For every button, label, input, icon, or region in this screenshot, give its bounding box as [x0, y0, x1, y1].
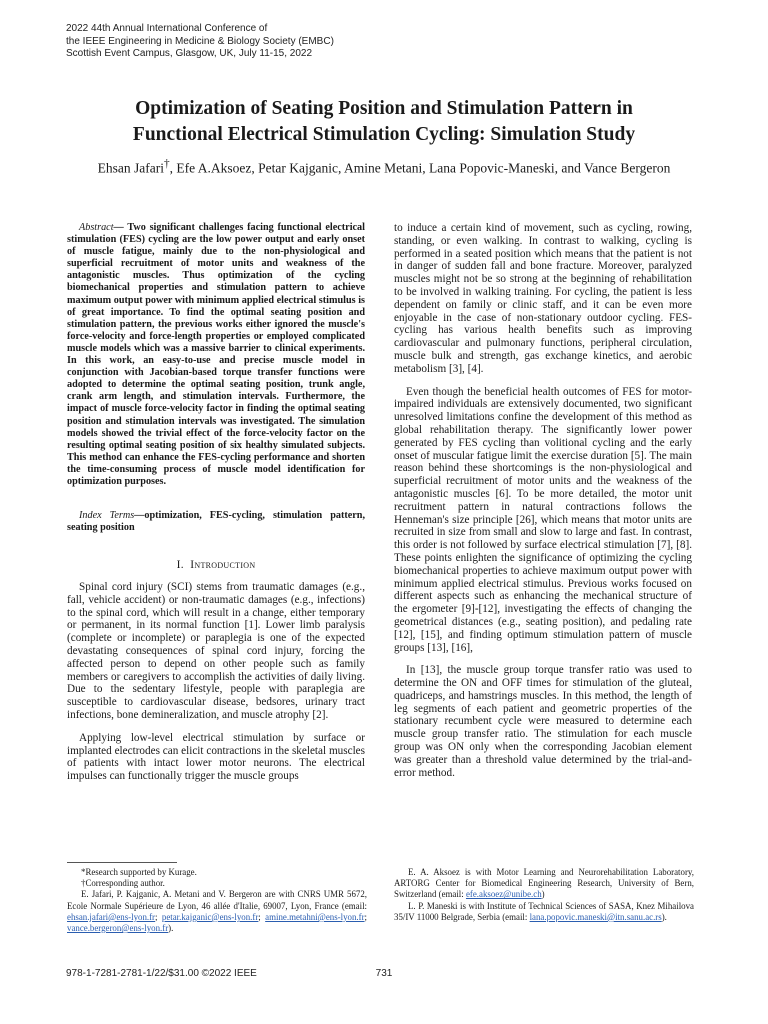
intro-paragraph-4: Even though the beneficial health outcomes of FES for motor-impaired individuals are extensively documented, two significant unresolved limitations confine the development of this method as global rehabilitation therapy. The significantly lower power generated by FES cycling than volitional cycling and the early onset of muscular fatigue limit the exercise duration [5]. The main reason behind these shortcomings is the non-physiological and superficial recruitment of motor units and the weakness of the antagonistic muscles [6]. To be more detailed, the motor unit recruitment pattern in natural contractions follows the Henneman's size principle [26], which means that motor units are recruited in size from small and slow to large and fast. In contrast, this order is not followed by surface electrical stimulation [7], [8]. These points enlighten the significance of optimizing the cycling biomechanical properties to achieve maximum output power with minimum applied electrical stimulus. Previous works focused on different aspects such as enhancing the mechanical structure of the ergometer [9]-[12], investigating the effects of changing the geometrical distances (e.g., seating position), and pedaling rate [12], [15], and finding optimum stimulation pattern of muscle groups [13], [16], — [394, 385, 692, 654]
section-heading-introduction — [67, 559, 365, 572]
page-number: 731 — [375, 968, 393, 979]
section-title: Introduction — [190, 559, 256, 572]
email-link-bergeron[interactable]: vance.bergeron@ens-lyon.fr — [67, 923, 169, 934]
intro-paragraph-5: In [13], the muscle group torque transfer ratio was used to determine the ON and OFF times for stimulation of the gluteal, quadriceps, and hamstrings muscles. In this method, the length of leg segments of each patient and geometric properties of the stationary recumbent cycle were measured to determine each muscle group transfer ratio. The stimulation for each muscle group was ON only when the corresponding Jacobian element was greater than a threshold value determined by the trial-and-error method. — [394, 664, 692, 779]
email-link-metahni[interactable]: amine.metahni@ens-lyon.fr — [265, 911, 365, 922]
author-list — [90, 156, 678, 177]
affiliation-text: L. P. Maneski is with Institute of Technical Sciences of SASA, Knez Mihailova 35/IV 11000 Belgrade, Serbia (email: — [394, 900, 694, 922]
email-link-jafari[interactable]: ehsan.jafari@ens-lyon.fr — [67, 911, 156, 922]
conference-line-3: Scottish Event Campus, Glasgow, UK, July 11-15, 2022 — [66, 48, 313, 59]
title-line-2: Functional Electrical Stimulation Cycling: Simulation Study — [132, 124, 636, 145]
abstract-dash: — — [113, 222, 128, 233]
title-line-1: Optimization of Seating Position and Stimulation Pattern in — [135, 98, 633, 119]
index-terms-text: optimization, FES-cycling, stimulation pattern, seating position — [67, 510, 365, 534]
footnotes-left — [67, 867, 367, 934]
left-column — [67, 222, 365, 783]
email-separator: ; — [364, 911, 367, 922]
footnote-corresponding: †Corresponding author. — [81, 878, 165, 889]
intro-paragraph-1: Spinal cord injury (SCI) stems from traumatic damages (e.g., fall, vehicle accident) or non-traumatic damages (e.g., infections) to the spinal cord, which will result in a change, either temporary or permanent, in its normal function [1]. Lower limb paralysis (complete or incomplete) or paraplegia is one of the expected devastating consequences of spinal cord injury, forcing the affected person to depend on other people such as family members or caregivers to accomplish the activities of daily living. Due to the sedentary lifestyle, people with paraplegia are susceptible to cardiovascular disease, bedsores, urinary tract infections, bone demineralization, and muscle atrophy [2]. — [67, 581, 365, 722]
abstract-text: Two significant challenges facing functional electrical stimulation (FES) cycling are the low power output and early onset of muscle fatigue, mainly due to the non-physiological and superficial recruitment of motor units and weakness of the antagonistic muscles. Thus optimization of the cycling biomechanical properties and stimulation pattern to achieve maximum output power with minimum applied electrical stimulus is of great importance. To find the optimal seating position and stimulation pattern, the previous works either ignored the muscle's force-velocity and force-length properties or employed complicated muscle models which was a massive barrier to clinical experiments. In this work, an easy-to-use and precise muscle model in conjunction with Jacobian-based torque transfer functions were adopted to determine the optimal seating position, trunk angle, crank arm length, and stimulation intervals. Furthermore, the impact of muscle force-velocity factor in finding the optimal seating position and stimulation intervals was investigated. The simulation models showed the trivial effect of the force-velocity factor on the resulting optimal seating position of six healthy simulated subjects. This method can enhance the FES-cycling performance and shorten the time-consuming process of muscle model identification for optimization purposes. — [67, 222, 365, 487]
footnote-funding: *Research supported by Kurage. — [81, 867, 197, 877]
abstract — [67, 222, 365, 488]
email-link-maneski[interactable]: lana.popovic.maneski@itn.sanu.ac.rs — [529, 911, 662, 922]
footnote-affiliation-sasa — [394, 901, 694, 923]
email-link-aksoez[interactable]: efe.aksoez@unibe.ch — [465, 889, 542, 900]
conference-line-2: the IEEE Engineering in Medicine & Biology Society (EMBC) — [66, 35, 334, 47]
conference-line-1: 2022 44th Annual International Conference of — [66, 23, 268, 34]
section-number: I. — [176, 559, 184, 572]
abstract-label: Abstract — [79, 222, 114, 233]
email-close: ). — [168, 923, 174, 934]
paper-title — [80, 96, 688, 148]
footer-isbn: 978-1-7281-2781-1/22/$31.00 ©2022 IEEE — [66, 968, 257, 979]
dagger-mark: † — [164, 158, 170, 170]
email-separator: ; — [155, 911, 162, 922]
index-terms-dash: — — [134, 510, 145, 522]
other-authors: , Efe A.Aksoez, Petar Kajganic, Amine Metani, Lana Popovic-Maneski, and Vance Bergeron — [169, 160, 671, 176]
first-author: Ehsan Jafari — [97, 160, 164, 176]
footnotes-right — [394, 867, 694, 923]
footnote-affiliation-cnrs — [67, 889, 367, 934]
footnote-affiliation-bern — [394, 867, 694, 901]
email-link-kajganic[interactable]: petar.kajganic@ens-lyon.fr — [161, 911, 259, 922]
footnote-rule-left — [67, 862, 177, 863]
email-close: ). — [661, 911, 667, 922]
affiliation-text: E. Jafari, P. Kajganic, A. Metani and V. Bergeron are with CNRS UMR 5672, Ecole Normale Supérieure de Lyon, 46 allée d'Italie, 69007, Lyon, France (email: — [67, 889, 367, 911]
email-close: ) — [541, 889, 545, 900]
index-terms-label: Index Terms — [79, 510, 135, 522]
right-column — [394, 222, 692, 779]
affiliation-text: E. A. Aksoez is with Motor Learning and Neurorehabilitation Laboratory, ARTORG Center for Biomedical Engineering Research, University of Bern, Switzerland (email: — [394, 867, 694, 900]
email-separator: ; — [258, 911, 266, 922]
conference-header — [66, 23, 334, 61]
index-terms — [67, 510, 365, 534]
intro-paragraph-3: to induce a certain kind of movement, such as cycling, rowing, standing, or even walking. In contrast to walking, cycling is performed in a seated position which means that the patient is not in danger of sudden fall and bone fracture. Moreover, paralyzed muscles might not be so strong at the beginning of rehabilitation to be involved in walking training. For cycling, the patient is less dependent on family or clinic staff, and it can be even more enjoyable in the case of non-stationary outdoor cycling. FES-cycling has various health benefits such as improving cardiovascular and pulmonary functions, peripheral circulation, muscle bulk and strength, gas exchange kinetics, and aerobic metabolism [3], [4]. — [394, 222, 692, 375]
intro-paragraph-2: Applying low-level electrical stimulation by surface or implanted electrodes can elicit contractions in the skeletal muscles of patients with intact lower motor neurons. The electrical impulses can functionally trigger the muscle groups — [67, 731, 365, 783]
